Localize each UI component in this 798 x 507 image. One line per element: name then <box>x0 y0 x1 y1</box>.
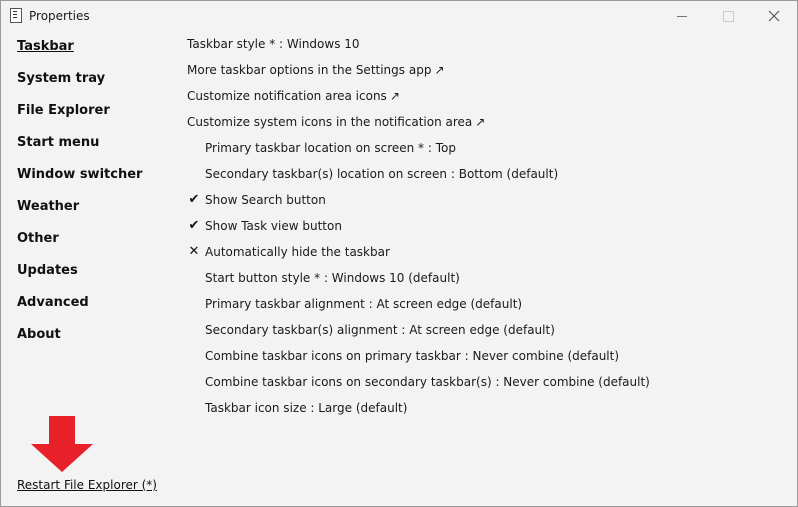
notification-icons-link[interactable]: Customize notification area icons ↗ <box>187 89 400 103</box>
taskbar-style-setting[interactable]: Taskbar style * : Windows 10 <box>187 37 360 51</box>
sidebar-item-advanced[interactable]: Advanced <box>17 295 89 310</box>
primary-alignment-setting[interactable]: Primary taskbar alignment : At screen edge (default) <box>205 297 523 311</box>
start-button-style-setting[interactable]: Start button style * : Windows 10 (default) <box>205 271 460 285</box>
checkmark-icon: ✔ <box>188 218 200 233</box>
app-icon <box>10 8 22 23</box>
sidebar-item-window-switcher[interactable]: Window switcher <box>17 167 143 182</box>
sidebar-item-about[interactable]: About <box>17 327 61 342</box>
sidebar-item-taskbar[interactable]: Taskbar <box>17 39 74 54</box>
sidebar-item-updates[interactable]: Updates <box>17 263 78 278</box>
secondary-location-setting[interactable]: Secondary taskbar(s) location on screen : Bottom (default) <box>205 167 559 181</box>
sidebar <box>17 33 167 353</box>
sidebar-item-system-tray[interactable]: System tray <box>17 71 106 86</box>
sidebar-item-weather[interactable]: Weather <box>17 199 80 214</box>
window-title: Properties <box>29 9 90 23</box>
sidebar-item-start-menu[interactable]: Start menu <box>17 135 100 150</box>
maximize-button[interactable] <box>705 1 751 31</box>
cross-icon: ✕ <box>188 244 200 259</box>
close-icon <box>768 10 780 22</box>
show-search-toggle[interactable]: ✔ Show Search button <box>187 187 787 213</box>
title-bar <box>1 1 797 31</box>
external-link-icon: ↗ <box>389 89 400 103</box>
secondary-alignment-setting[interactable]: Secondary taskbar(s) alignment : At screen edge (default) <box>205 323 555 337</box>
primary-location-setting[interactable]: Primary taskbar location on screen * : Top <box>205 141 456 155</box>
external-link-icon: ↗ <box>475 115 486 129</box>
icon-size-setting[interactable]: Taskbar icon size : Large (default) <box>205 401 408 415</box>
sidebar-item-file-explorer[interactable]: File Explorer <box>17 103 110 118</box>
more-options-link[interactable]: More taskbar options in the Settings app ↗ <box>187 63 445 77</box>
down-arrow-icon <box>31 416 93 474</box>
checkmark-icon: ✔ <box>188 192 200 207</box>
settings-panel <box>187 31 787 421</box>
auto-hide-toggle[interactable]: ✕ Automatically hide the taskbar <box>187 239 787 265</box>
system-icons-link[interactable]: Customize system icons in the notification area ↗ <box>187 115 486 129</box>
minimize-button[interactable] <box>659 1 705 31</box>
combine-primary-setting[interactable]: Combine taskbar icons on primary taskbar : Never combine (default) <box>205 349 620 363</box>
show-task-view-toggle[interactable]: ✔ Show Task view button <box>187 213 787 239</box>
sidebar-item-other[interactable]: Other <box>17 231 59 246</box>
close-button[interactable] <box>751 1 797 31</box>
combine-secondary-setting[interactable]: Combine taskbar icons on secondary taskbar(s) : Never combine (default) <box>205 375 650 389</box>
external-link-icon: ↗ <box>434 63 445 77</box>
restart-file-explorer-link[interactable]: Restart File Explorer (*) <box>17 478 157 492</box>
